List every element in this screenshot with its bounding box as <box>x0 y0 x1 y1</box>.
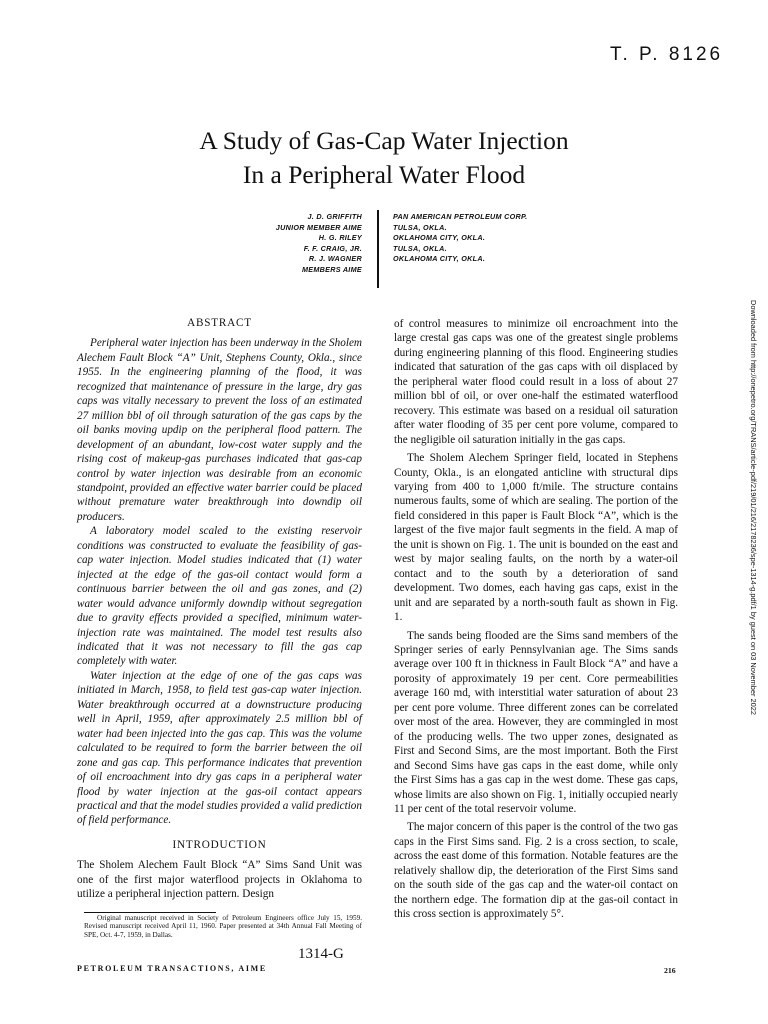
author-line: F. F. CRAIG, JR. <box>303 243 362 253</box>
page-number: 216 <box>664 966 676 975</box>
author-line: R. J. WAGNER <box>308 254 362 264</box>
author-line: H. G. RILEY <box>318 233 362 243</box>
affiliation-line: TULSA, OKLA. <box>393 243 447 253</box>
author-line: J. D. GRIFFITH <box>307 212 362 221</box>
download-notice <box>749 300 757 780</box>
paper-title <box>80 124 688 192</box>
author-line: JUNIOR MEMBER AIME <box>275 222 362 232</box>
introduction-heading: INTRODUCTION <box>172 838 267 851</box>
abstract-paragraph: Peripheral water injection has been underway in the Sholem Alechem Fault Block “A” Unit, Stephens County, Okla., since 1955. In the engineering planning of the flood, it was recognized that maintenance of pressure in the large, dry gas caps was vitally necessary to prevent the loss of an estimated 27 million bbl of oil through saturation of the gas caps by the oil banks moving updip on the peripheral flood pattern. The development of an abundant, low-cost water supply and the rising cost of makeup-gas purchases indicated that gas-cap control by water injection was desirable from an economic standpoint, provided an effective water barrier could be placed without premature water breakthrough into downdip oil producers. <box>77 337 362 523</box>
affiliation-line: OKLAHOMA CITY, OKLA. <box>393 254 486 264</box>
body-paragraph: The sands being flooded are the Sims sand members of the Springer series of early Pennsylvanian age. The Sims sands average over 100 ft in thickness in Fault Block “A” and have a porosity of approximately 19 per cent. Core permeabilities average 160 md, with interstitial water saturation of about 23 per cent pore volume. Three different zones can be correlated over most of the area. However, they are commingled in most of the producing wells. The two upper zones, designated as First and Second Sims, are the most important. Both the First and Second Sims have gas caps in the east dome, while only the First Sims has a gas cap in the west dome. These gas caps, whose limits are also shown on Fig. 1, initially occupied nearly 11 per cent of the total reservoir volume. <box>394 629 678 815</box>
affiliation-line: PAN AMERICAN PETROLEUM CORP. <box>393 212 528 221</box>
affiliation-line: OKLAHOMA CITY, OKLA. <box>393 233 486 243</box>
body-paragraph: of control measures to minimize oil encroachment into the large crestal gas caps was one of the greatest single problems during engineering planning of this flood. Engineering studies indicated that saturation of the gas caps with oil displaced by the peripheral water flood could result in a loss of about 27 million bbl of oil, or over one-half the estimated waterflood recovery. This estimate was based on a residual oil saturation after water flooding of 35 per cent pore volume, compared to the negligible oil saturation initially in the gas caps. <box>394 318 678 446</box>
footnote <box>84 914 362 939</box>
author-divider <box>377 210 379 288</box>
author-list <box>190 212 362 276</box>
affiliation-list <box>393 212 527 265</box>
title-line-2: In a Peripheral Water Flood <box>242 160 526 189</box>
journal-name: PETROLEUM TRANSACTIONS, AIME <box>77 964 267 973</box>
paper-id: T. P. 8126 <box>610 44 724 65</box>
footnote-divider <box>84 912 216 913</box>
right-column <box>394 317 678 922</box>
footnote-text: Original manuscript received in Society of Petroleum Engineers office July 15, 1959. Revised manuscript received April 11, 1960. Paper presented at 34th Annual Fall Meeting of SPE, Oct. 4-7, 1959, in Dallas. <box>84 914 362 939</box>
abstract-paragraph: A laboratory model scaled to the existing reservoir conditions was constructed to evaluate the feasibility of gas-cap water injection. Model studies indicated that (1) water injected at the edge of the gas-oil contact would form a continuous barrier between the oil and gas zones, and (2) water would advance uniformly downdip without segregation due to gravity effects provided a specified, minimum water-injection rate was maintained. The model test results also indicated that it was not necessary to fill the gas cap completely with water. <box>77 525 362 668</box>
affiliation-line: TULSA, OKLA. <box>393 222 447 232</box>
abstract-paragraph: Water injection at the edge of one of the gas caps was initiated in March, 1958, to field test gas-cap water injection. Water breakthrough occurred at a downstructure producing well in April, 1959, after approximately 2.5 million bbl of water had been injected into the gas cap. This was the volume calculated to be required to form the barrier between the oil zone and gas cap. This performance indicates that prevention of oil encroachment into dry gas caps in a peripheral water flood by water injection at the gas-oil contact appears practical and that the model studies provided a valid prediction of field performance. <box>77 669 362 827</box>
title-line-1: A Study of Gas-Cap Water Injection <box>199 126 569 155</box>
download-notice-text: Downloaded from http://onepetro.org/TRANS/article-pdf/219/01/216/2178236/spe-1314-g.pdf/1 by guest on 03 November 2022 <box>749 300 758 715</box>
page-id: 1314-G <box>298 946 344 962</box>
author-line: MEMBERS AIME <box>301 264 362 274</box>
left-column <box>77 316 362 902</box>
introduction-paragraph: The Sholem Alechem Fault Block “A” Sims Sand Unit was one of the first major waterflood projects in Oklahoma to utilize a peripheral injection pattern. Design <box>77 859 362 901</box>
body-paragraph: The major concern of this paper is the control of the two gas caps in the First Sims sand. Fig. 2 is a cross section, to scale, across the east dome of this formation. Notable features are the relatively shallow dip, the deterioration of the First Sims sand on the south side of the gas cap and the water-oil contact on the northern edge. The formation dip at the gas-oil contact in this cross section is approximately 5°. <box>394 821 678 921</box>
abstract-body <box>77 336 362 827</box>
body-paragraph: The Sholem Alechem Springer field, located in Stephens County, Okla., is an elongated anticline with structural dips varying from 400 to 1,000 ft/mile. The structure contains numerous faults, some of which are sealing. The portion of the field considered in this paper is Fault Block “A”, which is the largest of the five major fault segments in the field. A map of the unit is shown on Fig. 1. The unit is bounded on the east and west by major sealing faults, on the north by a water-oil contact and to the south by a deterioration of sand development. Two domes, each having gas caps, exist in the unit and are separated by a north-south fault as shown in Fig. 1. <box>394 452 678 624</box>
abstract-heading: ABSTRACT <box>187 317 252 329</box>
